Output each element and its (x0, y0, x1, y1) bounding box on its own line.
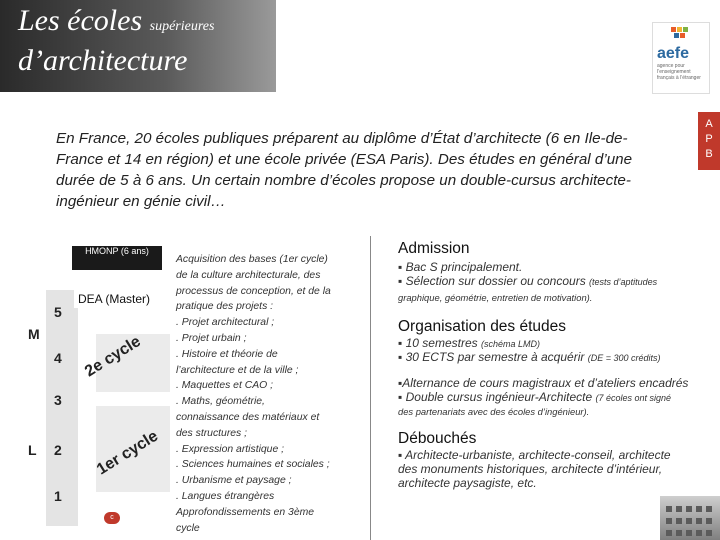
organisation-item: ▪ Double cursus ingénieur-Architecte (7 écoles ont signé (398, 390, 672, 404)
title-banner (0, 0, 276, 92)
debouches-line: ▪ Architecte-urbaniste, architecte-conseil, architecte (398, 448, 671, 462)
title-line1: Les écoles supérieures (18, 4, 215, 37)
column-divider (370, 236, 371, 540)
hmonp-box: HMONP (6 ans) (72, 246, 162, 270)
l-label: L (28, 442, 37, 458)
logo-tagline: agence pour l’enseignement français à l’étranger (657, 63, 701, 81)
m-label: M (28, 326, 40, 342)
c-badge: c (104, 512, 120, 524)
curriculum-line: . Projet architectural ; (176, 317, 275, 329)
curriculum-line: connaissance des matériaux et (176, 411, 320, 423)
bullet-icon: ▪ (398, 376, 403, 390)
curriculum-line: Approfondissements en 3ème (176, 506, 315, 518)
curriculum-line: . Sciences humaines et sociales ; (176, 459, 330, 471)
curriculum-line: l’architecture et de la ville ; (176, 364, 299, 376)
level-1: 1 (54, 488, 62, 504)
organisation-item: ▪Alternance de cours magistraux et d’ateliers encadrés (398, 376, 689, 390)
logo-mark-icon (671, 27, 691, 41)
side-tab-letter: P (705, 133, 713, 145)
logo-name: aefe (657, 45, 690, 62)
bullet-icon: ▪ (398, 260, 403, 274)
cycle-diagram (28, 246, 164, 540)
side-tab[interactable] (698, 112, 720, 170)
level-3: 3 (54, 392, 62, 408)
bullet-icon: ▪ (398, 390, 403, 404)
admission-note: graphique, géométrie, entretien de motivation). (398, 292, 593, 303)
bullet-icon: ▪ (398, 336, 403, 350)
debouches-heading: Débouchés (398, 430, 477, 447)
cycle2-label: 2e cycle (82, 332, 144, 381)
admission-heading: Admission (398, 240, 470, 257)
admission-item: ▪ Bac S principalement. (398, 260, 523, 274)
curriculum-line: . Maquettes et CAO ; (176, 380, 274, 392)
organisation-item: ▪ 10 semestres (schéma LMD) (398, 336, 540, 350)
cycle1-label: 1er cycle (94, 427, 162, 479)
curriculum-list (176, 252, 346, 536)
bullet-icon: ▪ (398, 274, 403, 288)
side-tab-letter: B (705, 148, 713, 160)
curriculum-line: . Histoire et théorie de (176, 348, 278, 360)
curriculum-line: des structures ; (176, 427, 248, 439)
organisation-note: des partenariats avec des écoles d’ingénieur). (398, 406, 590, 417)
curriculum-line: . Maths, géométrie, (176, 396, 265, 408)
curriculum-line: processus de conception, et de la (176, 285, 331, 297)
admission-item: ▪ Sélection sur dossier ou concours (tests d’aptitudes (398, 274, 658, 288)
levels-column (46, 290, 78, 526)
level-2: 2 (54, 442, 62, 458)
building-photo (660, 496, 720, 540)
curriculum-line: de la culture architecturale, des (176, 269, 321, 281)
dea-label (74, 290, 184, 308)
title-small: supérieures (149, 19, 215, 34)
bullet-icon: ▪ (398, 350, 403, 364)
level-5: 5 (54, 304, 62, 320)
curriculum-line: . Langues étrangères (176, 490, 275, 502)
title-line2: d’architecture (18, 44, 188, 77)
organisation-heading: Organisation des études (398, 318, 567, 335)
curriculum-line: Acquisition des bases (1er cycle) (176, 254, 328, 265)
bullet-icon: ▪ (398, 448, 403, 462)
dea-text: DEA (Master) (78, 292, 151, 306)
level-4: 4 (54, 350, 62, 366)
curriculum-line: . Expression artistique ; (176, 443, 284, 455)
side-tab-letter: A (705, 118, 713, 130)
curriculum-line: cycle (176, 522, 200, 534)
aefe-logo (652, 22, 710, 94)
organisation-item: ▪ 30 ECTS par semestre à acquérir (DE = 300 crédits) (398, 350, 661, 364)
intro-paragraph: En France, 20 écoles publiques préparent au diplôme d’État d’architecte (6 en Ile-de-France et 14 en région) et une école privée (ESA Paris). Des études en général d’une durée de 5 à 6 ans. Un certain nombre d’écoles propose un double-cursus architecte-ingénieur en génie civil… (56, 130, 633, 210)
debouches-line: architecte paysagiste, etc. (398, 476, 537, 490)
debouches-line: des monuments historiques, architecte d’intérieur, (398, 462, 663, 476)
curriculum-line: pratique des projets : (176, 301, 274, 313)
curriculum-line: . Urbanisme et paysage ; (176, 475, 292, 487)
curriculum-line: . Projet urbain ; (176, 332, 247, 344)
